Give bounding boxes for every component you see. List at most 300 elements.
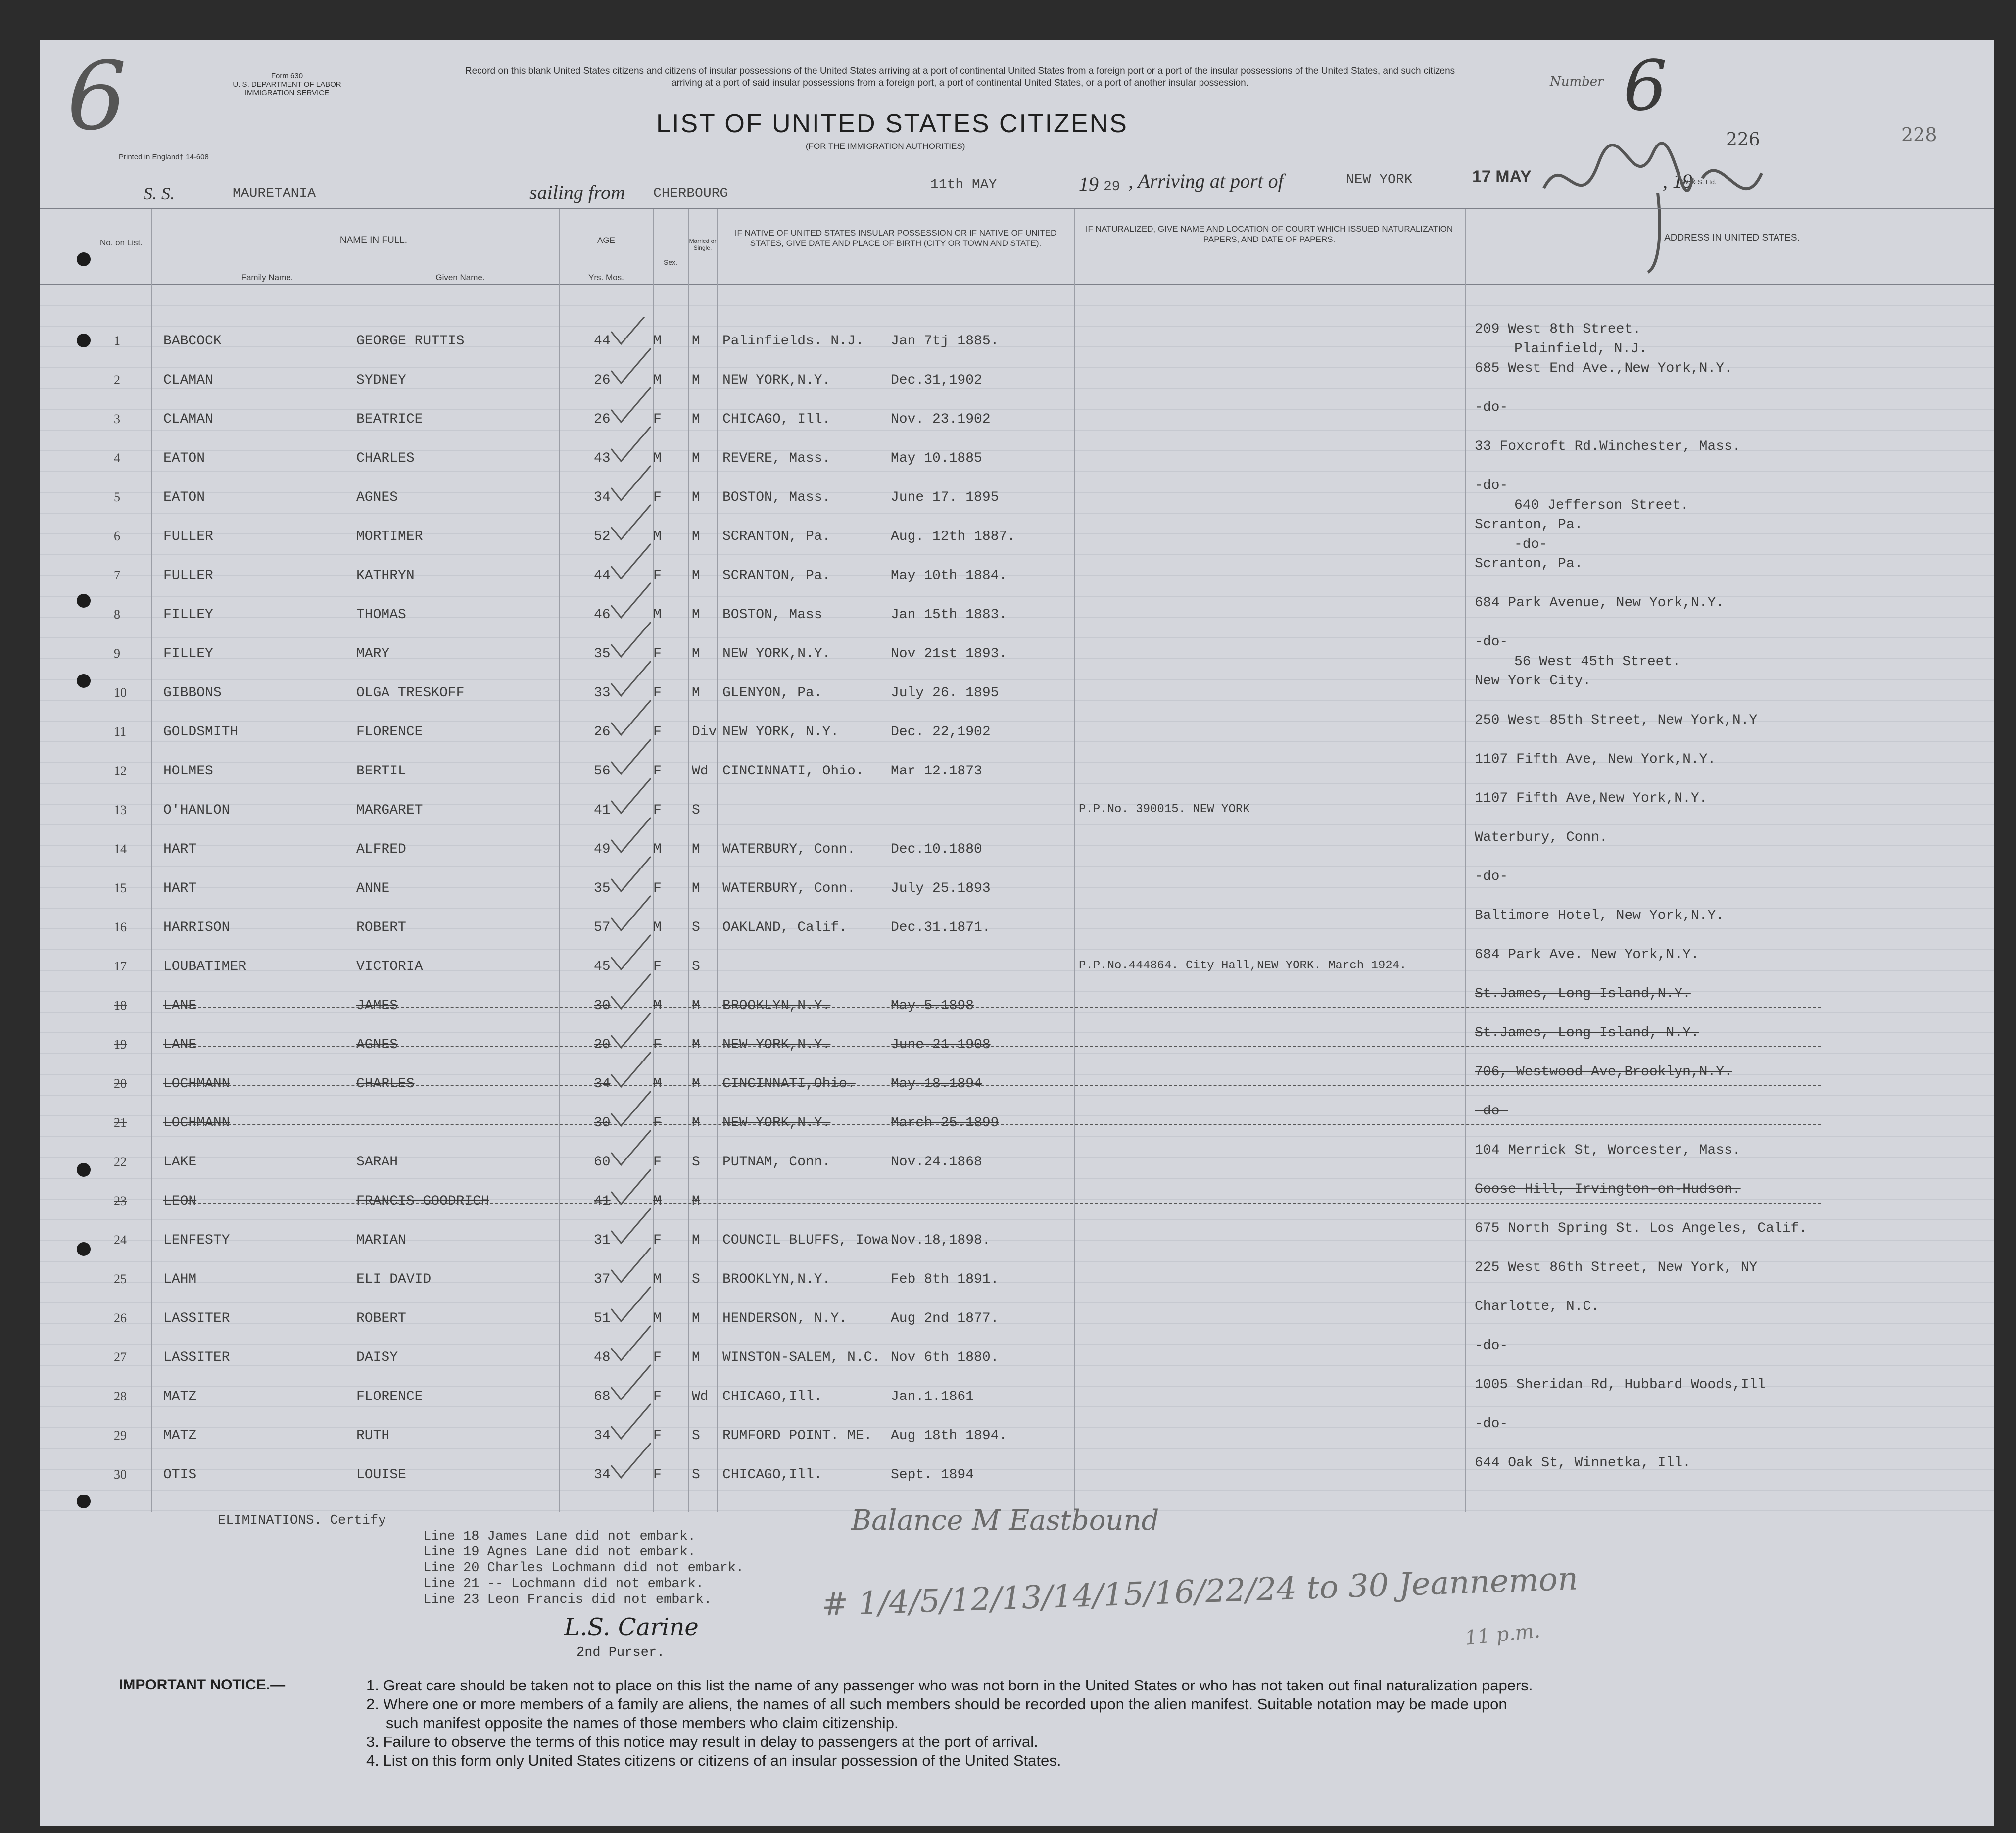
row-number: 21 (114, 1115, 127, 1130)
purser-title: 2nd Purser. (576, 1645, 665, 1660)
arrival-port: NEW YORK (1346, 172, 1413, 188)
age: 43 (594, 451, 611, 466)
marital-status: M (692, 451, 700, 466)
birth-place: PUTNAM, Conn. (722, 1155, 831, 1170)
address: Baltimore Hotel, New York,N.Y. (1475, 908, 1725, 923)
marital-status: Wd (692, 764, 709, 779)
row-number: 1 (114, 334, 120, 348)
birth-place: COUNCIL BLUFFS, Iowa. (722, 1233, 897, 1248)
check-mark (611, 317, 651, 344)
birth-date: Sept. 1894 (891, 1467, 974, 1483)
age: 37 (594, 1272, 611, 1287)
address: 250 West 85th Street, New York,N.Y (1475, 713, 1758, 728)
marital-status: M (692, 529, 700, 544)
check-mark (611, 1443, 651, 1478)
birth-date: Nov. 23.1902 (891, 412, 991, 427)
page-number-hand: 226 (1726, 130, 1760, 150)
birth-date: May 10.1885 (891, 451, 982, 466)
check-mark (611, 1130, 651, 1165)
check-mark (611, 466, 651, 500)
family-name: FULLER (163, 529, 213, 544)
sex: F (653, 490, 662, 505)
row-number: 23 (114, 1194, 127, 1208)
check-mark (611, 857, 651, 891)
address: 1005 Sheridan Rd, Hubbard Woods,Ill (1475, 1377, 1766, 1393)
age: 48 (594, 1350, 611, 1365)
marital-status: M (692, 881, 700, 896)
printed-note: Printed in England† 14-608 (119, 153, 209, 161)
check-mark (611, 661, 651, 696)
address-continued: 640 Jefferson Street. (1514, 498, 1689, 513)
intro-text: Record on this blank United States citizens and citizens of insular possessions of the United States arriving at a port of continental United States from a foreign port or a port of the insular possessions of the United States, and such citizens arriving at a port of said insular possessions from a foreign port, a port of continental United States, or a port of another insular possession. (465, 66, 1455, 88)
marital-status: M (692, 1037, 700, 1053)
birth-place: WATERBURY, Conn. (722, 842, 856, 857)
family-name: FULLER (163, 568, 213, 583)
birth-date: May 18.1894 (891, 1076, 982, 1092)
birth-date: July 25.1893 (891, 881, 991, 896)
col-header-no: No. on List. (100, 238, 143, 247)
given-name: THOMAS (356, 607, 406, 623)
birth-date: Dec.31.1871. (891, 920, 991, 935)
table-row (40, 1221, 1994, 1264)
row-number: 28 (114, 1389, 127, 1403)
row-number: 5 (114, 490, 120, 504)
address: 675 North Spring St. Los Angeles, Calif. (1475, 1221, 1808, 1236)
check-mark (611, 1326, 651, 1360)
sex: F (653, 764, 662, 779)
table-row (40, 791, 1994, 834)
table-row (40, 478, 1994, 522)
given-name: FLORENCE (356, 1389, 423, 1404)
birth-date: July 26. 1895 (891, 685, 999, 701)
given-name: BERTIL (356, 764, 406, 779)
sex: F (653, 1467, 662, 1483)
family-name: LOCHMANN (163, 1076, 230, 1092)
row-number: 11 (114, 724, 127, 739)
form-block (218, 72, 356, 97)
sex: M (653, 1272, 662, 1287)
row-number: 12 (114, 764, 127, 778)
given-name: BEATRICE (356, 412, 423, 427)
family-name: LAHM (163, 1272, 197, 1287)
check-mark (611, 700, 651, 735)
age: 35 (594, 881, 611, 896)
family-name: MATZ (163, 1428, 197, 1444)
address: St.James, Long Island,N.Y. (1475, 986, 1691, 1002)
table-top-rule (40, 208, 1994, 209)
family-name: EATON (163, 451, 205, 466)
age: 68 (594, 1389, 611, 1404)
birth-date: May 10th 1884. (891, 568, 1008, 583)
table-row (40, 752, 1994, 795)
row-number: 29 (114, 1428, 127, 1443)
check-mark (611, 1248, 651, 1282)
family-name: LASSITER (163, 1311, 230, 1326)
age: 49 (594, 842, 611, 857)
strike-through-line (188, 1085, 1821, 1086)
notice-item: 3. Failure to observe the terms of this notice may result in delay to passengers at the port of arrival. (366, 1733, 1038, 1750)
table-row (40, 361, 1994, 404)
row-number: 14 (114, 842, 127, 856)
strike-through-line (188, 1007, 1821, 1008)
family-name: GOLDSMITH (163, 724, 239, 740)
check-mark (611, 583, 651, 618)
sex: M (653, 1311, 662, 1326)
row-number: 19 (114, 1037, 127, 1052)
birth-date: May 5.1898 (891, 998, 974, 1013)
col-header-address: ADDRESS IN UNITED STATES. (1664, 233, 1800, 243)
birth-place: WINSTON-SALEM, N.C. (722, 1350, 881, 1365)
handwritten-note-time: 11 p.m. (1464, 1619, 1541, 1650)
family-name: MATZ (163, 1389, 197, 1404)
sex: F (653, 1389, 662, 1404)
row-number: 4 (114, 451, 120, 465)
given-name: AGNES (356, 1037, 398, 1053)
printer-mark: W. & S. Ltd. (1682, 178, 1717, 186)
family-name: LOUBATIMER (163, 959, 247, 974)
col-header-birth: IF NATIVE OF UNITED STATES INSULAR POSSESSION OR IF NATIVE OF UNITED STATES, GIVE DATE AND PLACE OF BIRTH (CITY OR TOWN AND STATE). (734, 228, 1057, 248)
birth-date: Dec. 22,1902 (891, 724, 991, 740)
arrival-year-printed: , 19 (1663, 170, 1692, 192)
marital-status: M (692, 568, 700, 583)
birth-place: BOSTON, Mass. (722, 490, 831, 505)
sex: F (653, 1428, 662, 1444)
family-name: LANE (163, 1037, 197, 1053)
address-continued: 56 West 45th Street. (1514, 654, 1681, 670)
table-row (40, 830, 1994, 873)
given-name: GEORGE RUTTIS (356, 334, 465, 349)
address-continued: -do- (1514, 537, 1548, 552)
family-name: OTIS (163, 1467, 197, 1483)
family-name: HOLMES (163, 764, 213, 779)
check-mark (611, 818, 651, 852)
marital-status: M (692, 1115, 700, 1131)
notice-item: 2. Where one or more members of a family are aliens, the names of all such members should be recorded upon the alien manifest. Suitable notation may be made upon (366, 1695, 1507, 1713)
check-mark (611, 505, 651, 539)
row-number: 22 (114, 1155, 127, 1169)
marital-status: M (692, 334, 700, 349)
department: U. S. DEPARTMENT OF LABOR (233, 80, 341, 89)
address: -do- (1475, 869, 1508, 884)
check-mark (611, 544, 651, 579)
check-mark (611, 935, 651, 969)
address-continued: Plainfield, N.J. (1514, 341, 1647, 357)
check-mark (611, 974, 651, 1009)
family-name: CLAMAN (163, 373, 213, 388)
address: 33 Foxcroft Rd.Winchester, Mass. (1475, 439, 1741, 454)
marital-status: M (692, 842, 700, 857)
page-number-stamp: 228 (1901, 124, 1937, 145)
sex: M (653, 842, 662, 857)
sex: F (653, 1115, 662, 1131)
given-name: LOUISE (356, 1467, 406, 1483)
address: 209 West 8th Street. (1475, 322, 1641, 337)
age: 26 (594, 412, 611, 427)
check-mark (611, 427, 651, 461)
given-name: SARAH (356, 1155, 398, 1170)
notice-item: such manifest opposite the names of those members who claim citizenship. (386, 1714, 899, 1732)
elimination-line: Line 23 Leon Francis did not embark. (423, 1592, 712, 1607)
sex: F (653, 1037, 662, 1053)
row-number: 20 (114, 1076, 127, 1091)
address: -do- (1475, 634, 1508, 650)
birth-place: HENDERSON, N.Y. (722, 1311, 848, 1326)
given-name: FRANCIS GOODRICH (356, 1194, 489, 1209)
row-number: 30 (114, 1467, 127, 1482)
address: 685 West End Ave.,New York,N.Y. (1475, 361, 1732, 376)
given-name: AGNES (356, 490, 398, 505)
address: -do- (1475, 478, 1508, 493)
row-number: 2 (114, 373, 120, 387)
given-name: VICTORIA (356, 959, 423, 974)
table-row (40, 1064, 1994, 1108)
sex: M (653, 529, 662, 544)
sex: F (653, 412, 662, 427)
birth-date: Nov.24.1868 (891, 1155, 982, 1170)
birth-place: CHICAGO, Ill. (722, 412, 831, 427)
row-number: 15 (114, 881, 127, 895)
sex: M (653, 334, 662, 349)
strike-through-line (188, 1203, 1821, 1204)
row-number: 18 (114, 998, 127, 1013)
marital-status: M (692, 998, 700, 1013)
table-row (40, 634, 1994, 678)
birth-place: REVERE, Mass. (722, 451, 831, 466)
given-name: ANNE (356, 881, 390, 896)
table-row (40, 1338, 1994, 1382)
sex: M (653, 451, 662, 466)
table-row (40, 986, 1994, 1030)
sex: M (653, 920, 662, 935)
sex: F (653, 568, 662, 583)
family-name: GIBBONS (163, 685, 222, 701)
birth-date: Mar 12.1873 (891, 764, 982, 779)
form-subtitle: (FOR THE IMMIGRATION AUTHORITIES) (806, 142, 965, 151)
family-name: LANE (163, 998, 197, 1013)
naturalization-info: P.P.No. 390015. NEW YORK (1079, 803, 1250, 816)
col-header-naturalized: IF NATURALIZED, GIVE NAME AND LOCATION OF COURT WHICH ISSUED NATURALIZATION PAPERS, AND DATE OF PAPERS. (1085, 224, 1453, 244)
row-number: 17 (114, 959, 127, 973)
given-name: KATHRYN (356, 568, 415, 583)
ship-name: MAURETANIA (233, 186, 316, 201)
arrival-signature-scribble (1534, 119, 1791, 277)
age: 45 (594, 959, 611, 974)
sex: M (653, 607, 662, 623)
purser-signature: L.S. Carine (564, 1613, 699, 1641)
birth-date: Aug 18th 1894. (891, 1428, 1008, 1444)
table-row (40, 439, 1994, 482)
check-mark (611, 778, 651, 813)
address: 644 Oak St, Winnetka, Ill. (1475, 1455, 1691, 1471)
check-mark (611, 1169, 651, 1204)
table-row (40, 517, 1994, 561)
check-mark (611, 739, 651, 774)
check-mark (611, 1365, 651, 1399)
col-header-age: AGE (597, 236, 615, 245)
birth-place: BOSTON, Mass (722, 607, 822, 623)
family-name: LAKE (163, 1155, 197, 1170)
table-row (40, 1143, 1994, 1186)
age: 34 (594, 1467, 611, 1483)
age: 52 (594, 529, 611, 544)
row-number: 13 (114, 803, 127, 817)
row-number: 6 (114, 529, 120, 543)
elimination-line: Line 20 Charles Lochmann did not embark. (423, 1561, 744, 1576)
family-name: EATON (163, 490, 205, 505)
given-name: JAMES (356, 998, 398, 1013)
birth-date: Nov.18,1898. (891, 1233, 991, 1248)
table-row (40, 322, 1994, 365)
sex: F (653, 959, 662, 974)
marital-status: M (692, 646, 700, 662)
marital-status: M (692, 1233, 700, 1248)
address: 684 Park Ave. New York,N.Y. (1475, 947, 1699, 963)
family-name: LOCHMANN (163, 1115, 230, 1131)
table-row (40, 1104, 1994, 1147)
row-number: 25 (114, 1272, 127, 1286)
sailing-label: sailing from (529, 181, 625, 203)
sex: F (653, 646, 662, 662)
birth-place: NEW YORK,N.Y. (722, 1037, 831, 1053)
marital-status: S (692, 1155, 700, 1170)
marital-status: S (692, 1272, 700, 1287)
given-name: RUTH (356, 1428, 390, 1444)
strike-through-line (188, 1046, 1821, 1047)
birth-date: Jan 15th 1883. (891, 607, 1008, 623)
age: 26 (594, 373, 611, 388)
table-row (40, 1416, 1994, 1460)
table-row (40, 595, 1994, 639)
marital-status: M (692, 1350, 700, 1365)
address: 684 Park Avenue, New York,N.Y. (1475, 595, 1725, 611)
table-row (40, 1182, 1994, 1225)
check-mark (611, 1013, 651, 1048)
sex: F (653, 1350, 662, 1365)
birth-place: SCRANTON, Pa. (722, 529, 831, 544)
birth-place: RUMFORD POINT. ME. (722, 1428, 872, 1444)
age: 34 (594, 490, 611, 505)
marital-status: M (692, 412, 700, 427)
row-number: 8 (114, 607, 120, 622)
row-number: 24 (114, 1233, 127, 1247)
table-row (40, 674, 1994, 717)
marital-status: Div (692, 724, 717, 740)
given-name: DAISY (356, 1350, 398, 1365)
age: 56 (594, 764, 611, 779)
age: 31 (594, 1233, 611, 1248)
row-number: 9 (114, 646, 120, 661)
sex: M (653, 373, 662, 388)
check-mark (611, 348, 651, 383)
address: 706, Westwood Ave,Brooklyn,N.Y. (1475, 1064, 1732, 1080)
table-row (40, 400, 1994, 443)
age: 34 (594, 1076, 611, 1092)
address: -do- (1475, 1416, 1508, 1432)
age: 41 (594, 1194, 611, 1209)
family-name: LENFESTY (163, 1233, 230, 1248)
marital-status: S (692, 1428, 700, 1444)
marital-status: S (692, 920, 700, 935)
ship-prefix: S. S. (144, 184, 175, 203)
birth-place: NEW YORK, N.Y. (722, 724, 839, 740)
marital-status: M (692, 1194, 700, 1209)
sex: F (653, 881, 662, 896)
col-header-married: Married or Single. (689, 238, 717, 251)
row-number: 26 (114, 1311, 127, 1325)
age: 60 (594, 1155, 611, 1170)
table-row (40, 556, 1994, 600)
birth-date: June 17. 1895 (891, 490, 999, 505)
number-label: Number (1550, 74, 1604, 89)
age: 26 (594, 724, 611, 740)
check-mark (611, 1404, 651, 1439)
birth-date: June 21.1908 (891, 1037, 991, 1053)
handwritten-note-balance: Balance M Eastbound (851, 1504, 1159, 1537)
sex: F (653, 685, 662, 701)
birth-place: NEW YORK,N.Y. (722, 1115, 831, 1131)
birth-place: BROOKLYN,N.Y. (722, 998, 831, 1013)
birth-date: Nov 21st 1893. (891, 646, 1008, 662)
check-mark (611, 1208, 651, 1243)
birth-place: GLENYON, Pa. (722, 685, 822, 701)
birth-place: OAKLAND, Calif. (722, 920, 848, 935)
age: 51 (594, 1311, 611, 1326)
birth-place: SCRANTON, Pa. (722, 568, 831, 583)
marital-status: M (692, 490, 700, 505)
sailing-port: CHERBOURG (653, 186, 728, 201)
given-name: OLGA TRESKOFF (356, 685, 465, 701)
row-number: 7 (114, 568, 120, 582)
family-name: BABCOCK (163, 334, 222, 349)
handwritten-note-lines: # 1/4/5/12/13/14/15/16/22/24 to 30 Jeannemon (821, 1560, 1579, 1624)
age: 33 (594, 685, 611, 701)
check-mark (611, 896, 651, 930)
address: Charlotte, N.C. (1475, 1299, 1600, 1314)
birth-date: Nov 6th 1880. (891, 1350, 999, 1365)
table-row (40, 713, 1994, 756)
sex: F (653, 1155, 662, 1170)
col-header-sex: Sex. (663, 258, 677, 266)
col-header-name: NAME IN FULL. (339, 235, 408, 245)
age: 35 (594, 646, 611, 662)
marital-status: S (692, 1467, 700, 1483)
given-name: ROBERT (356, 920, 406, 935)
family-name: FILLEY (163, 607, 213, 623)
notice-label: IMPORTANT NOTICE.— (119, 1677, 286, 1693)
address: Scranton, Pa. (1475, 556, 1583, 572)
row-number: 3 (114, 412, 120, 426)
given-name: MARGARET (356, 803, 423, 818)
row-number: 16 (114, 920, 127, 934)
given-name: ELI DAVID (356, 1272, 432, 1287)
check-mark (611, 1091, 651, 1126)
birth-place: CHICAGO,Ill. (722, 1467, 822, 1483)
naturalization-info: P.P.No.444864. City Hall,NEW YORK. March 1924. (1079, 959, 1407, 972)
address: -do- (1475, 1104, 1508, 1119)
sex: M (653, 1076, 662, 1092)
table-row (40, 1455, 1994, 1499)
check-mark (611, 1287, 651, 1321)
sex: F (653, 803, 662, 818)
address: -do- (1475, 400, 1508, 415)
address: Goose Hill, Irvington-on-Hudson. (1475, 1182, 1741, 1197)
given-name: MARIAN (356, 1233, 406, 1248)
age: 44 (594, 334, 611, 349)
address: Scranton, Pa. (1475, 517, 1583, 532)
family-name: LASSITER (163, 1350, 230, 1365)
marital-status: M (692, 1311, 700, 1326)
service-name: IMMIGRATION SERVICE (244, 89, 330, 97)
